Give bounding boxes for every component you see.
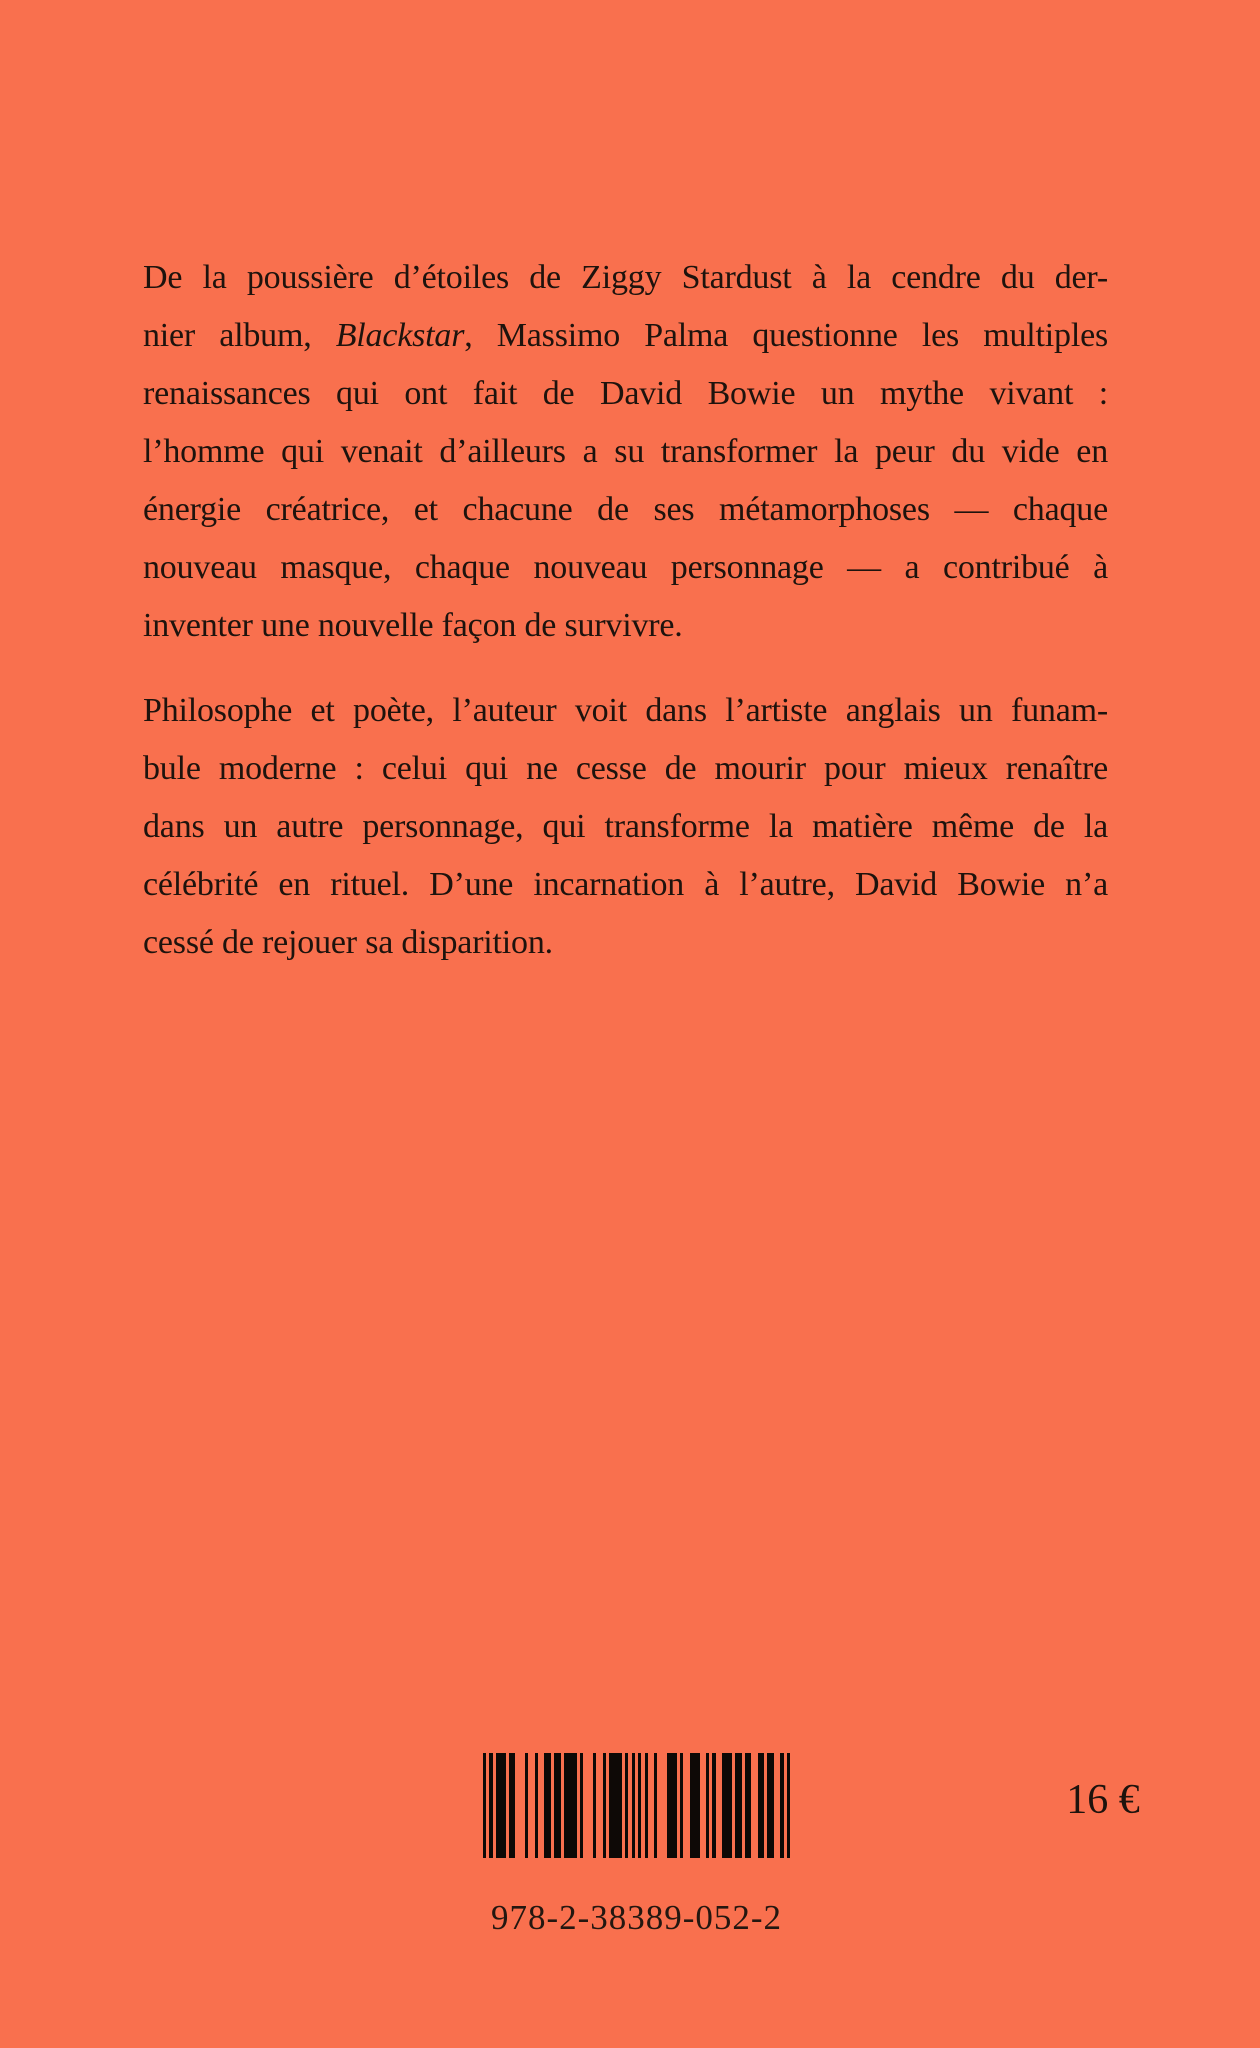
paragraph (143, 682, 1108, 972)
body-text: , Massimo Palma questionne les multiples (464, 317, 1108, 354)
barcode-bar (603, 1753, 606, 1858)
price-label: 16 € (1066, 1777, 1140, 1823)
barcode-bar (632, 1753, 635, 1858)
body-text: énergie créatrice, et chacune de ses métamorphoses — chaque (143, 491, 1108, 528)
body-text: inventer une nouvelle façon de survivre. (143, 607, 683, 644)
barcode-bar (544, 1753, 550, 1858)
barcode-bar (535, 1753, 538, 1858)
barcode-bar (745, 1753, 751, 1858)
text-line (143, 539, 1108, 597)
body-text: De la poussière d’étoiles de Ziggy Stardust à la cendre du der- (143, 259, 1108, 296)
barcode-bar (758, 1753, 764, 1858)
barcode-bar (638, 1753, 641, 1858)
barcode-bar (667, 1753, 677, 1858)
barcode-bar (496, 1753, 506, 1858)
paragraph (143, 249, 1108, 655)
back-cover-blurb (143, 249, 1108, 999)
body-text: cessé de rejouer sa disparition. (143, 924, 553, 961)
barcode-bar (712, 1753, 715, 1858)
body-text: dans un autre personnage, qui transforme la matière même de la (143, 808, 1108, 845)
body-text: nouveau masque, chaque nouveau personnage — a contribué à (143, 549, 1108, 586)
ean13-barcode (483, 1753, 790, 1858)
barcode-bar (593, 1753, 596, 1858)
text-line (143, 798, 1108, 856)
barcode-bar (625, 1753, 628, 1858)
text-line (143, 307, 1108, 365)
text-line (143, 597, 1108, 655)
barcode-bar (654, 1753, 657, 1858)
body-text: renaissances qui ont fait de David Bowie un mythe vivant : (143, 375, 1108, 412)
text-line (143, 740, 1108, 798)
body-text: célébrité en rituel. D’une incarnation à l’autre, David Bowie n’a (143, 866, 1108, 903)
barcode-bar (564, 1753, 577, 1858)
text-line (143, 423, 1108, 481)
text-line (143, 856, 1108, 914)
barcode-bar (787, 1753, 790, 1858)
italic-title-text: Blackstar (335, 317, 465, 354)
barcode-bar (767, 1753, 773, 1858)
barcode-bar (580, 1753, 583, 1858)
barcode-bar (525, 1753, 528, 1858)
barcode-bar (780, 1753, 783, 1858)
text-line (143, 914, 1108, 972)
barcode-bar (554, 1753, 560, 1858)
barcode-bar (489, 1753, 492, 1858)
barcode-bar (645, 1753, 648, 1858)
body-text: nier album, (143, 317, 336, 354)
barcode-bar (735, 1753, 741, 1858)
barcode-bar (680, 1753, 683, 1858)
barcode-bar (609, 1753, 622, 1858)
barcode-bar (509, 1753, 515, 1858)
text-line (143, 365, 1108, 423)
text-line (143, 682, 1108, 740)
text-line (143, 249, 1108, 307)
body-text: Philosophe et poète, l’auteur voit dans l’artiste anglais un funam- (143, 692, 1108, 729)
text-line (143, 481, 1108, 539)
body-text: bule moderne : celui qui ne cesse de mourir pour mieux renaître (143, 750, 1108, 787)
barcode-bar (690, 1753, 700, 1858)
barcode-bar (722, 1753, 732, 1858)
body-text: l’homme qui venait d’ailleurs a su transformer la peur du vide en (143, 433, 1108, 470)
barcode-bar (483, 1753, 486, 1858)
barcode-bar (706, 1753, 709, 1858)
isbn-number: 978-2-38389-052-2 (490, 1898, 783, 1937)
